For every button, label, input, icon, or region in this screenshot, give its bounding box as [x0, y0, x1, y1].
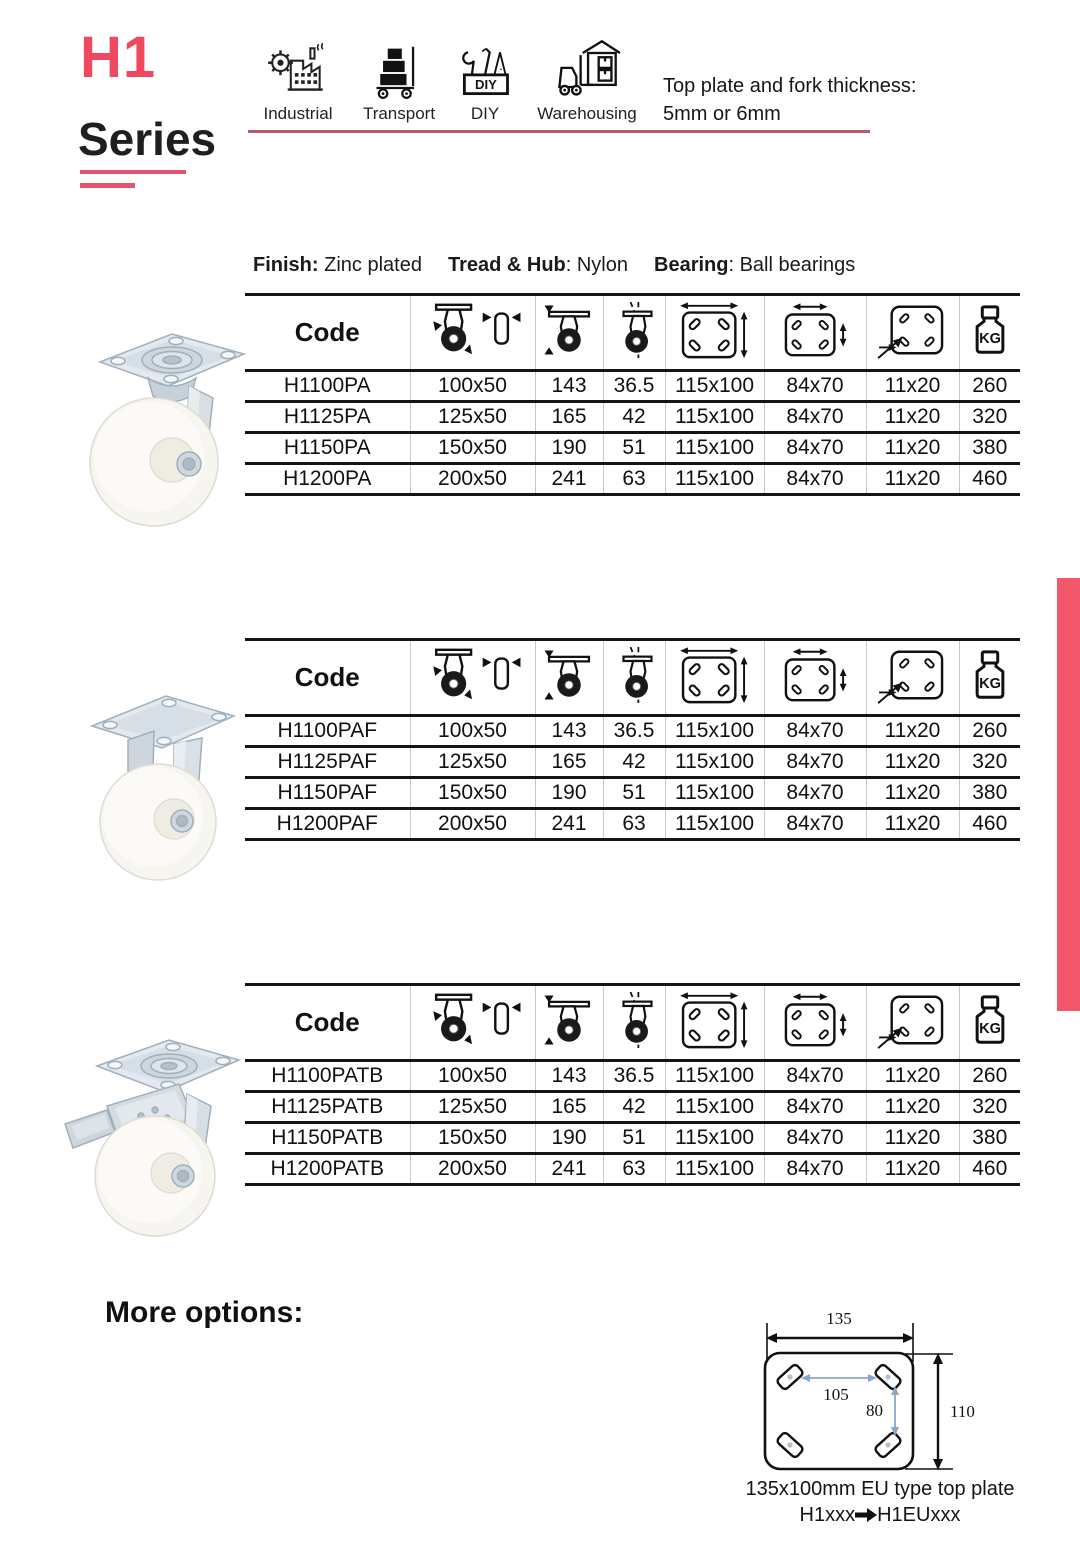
- plate-size-cell: 115x100: [665, 747, 764, 778]
- bolt-spacing-cell: 84x70: [764, 402, 866, 433]
- load-capacity-kg-icon: [966, 990, 1014, 1050]
- forklift-warehouse-icon: [552, 36, 622, 104]
- toolbox-icon: [455, 42, 515, 104]
- offset-cell: 36.5: [603, 716, 665, 747]
- application-transport: [360, 42, 438, 124]
- code-cell: H1200PA: [283, 467, 372, 490]
- wheel-size-cell: 200x50: [410, 1154, 535, 1185]
- wheel-diameter-width-icon: [421, 644, 525, 706]
- application-label: DIY: [470, 104, 500, 123]
- bolt-hole-cell: 11x20: [866, 716, 959, 747]
- height-cell: 190: [535, 1123, 603, 1154]
- eu-plate-code-mapping: [700, 1504, 1060, 1527]
- plate-size-cell: 115x100: [665, 1061, 764, 1092]
- application-label: Warehousing: [537, 104, 637, 123]
- capacity-cell: 320: [959, 747, 1020, 778]
- height-cell: 143: [535, 716, 603, 747]
- code-cell: H1125PAF: [277, 750, 378, 773]
- height-cell: 241: [535, 809, 603, 840]
- series-code: H1: [80, 25, 157, 90]
- table-row: [245, 747, 1020, 778]
- capacity-cell: 380: [959, 433, 1020, 464]
- code-cell: H1200PATB: [270, 1157, 385, 1180]
- bolt-hole-cell: 11x20: [866, 433, 959, 464]
- table-row: [245, 1092, 1020, 1123]
- mounting-height-icon: [540, 299, 598, 361]
- table-row: [245, 433, 1020, 464]
- eu-plate-caption: 135x100mm EU type top plate: [745, 1478, 1015, 1500]
- bolt-hole-spacing-icon: [778, 299, 852, 361]
- kg-icon-label: KG: [978, 330, 1001, 347]
- height-cell: 190: [535, 778, 603, 809]
- wheel-size-cell: 100x50: [410, 1061, 535, 1092]
- bolt-hole-size-icon: [876, 644, 950, 706]
- wheel-diameter-width-icon: [421, 299, 525, 361]
- load-capacity-kg-icon: [966, 300, 1014, 360]
- thickness-note-line1: Top plate and fork thickness:: [663, 75, 917, 97]
- wheel-size-cell: 100x50: [410, 371, 535, 402]
- bolt-hole-cell: 11x20: [866, 402, 959, 433]
- offset-cell: 51: [603, 778, 665, 809]
- offset-cell: 63: [603, 1154, 665, 1185]
- code-cell: H1100PATB: [271, 1064, 384, 1087]
- application-label: Industrial: [263, 104, 333, 123]
- bolt-spacing-cell: 84x70: [764, 809, 866, 840]
- capacity-cell: 380: [959, 1123, 1020, 1154]
- code-cell: H1150PATB: [271, 1126, 384, 1149]
- bolt-spacing-cell: 84x70: [764, 716, 866, 747]
- plate-size-cell: 115x100: [665, 1123, 764, 1154]
- dim-hole-spacing-y: 80: [866, 1401, 883, 1420]
- finish-value: Zinc plated: [324, 254, 422, 276]
- offset-cell: 51: [603, 433, 665, 464]
- table-row: [245, 716, 1020, 747]
- wheel-size-cell: 200x50: [410, 464, 535, 495]
- wheel-diameter-width-icon: [421, 989, 525, 1051]
- series-word: Series: [78, 113, 217, 165]
- eu-top-plate-diagram: [735, 1288, 1035, 1486]
- tread-value: : Nylon: [565, 254, 628, 276]
- application-label: Transport: [362, 104, 436, 123]
- plate-size-cell: 115x100: [665, 809, 764, 840]
- bolt-spacing-cell: 84x70: [764, 464, 866, 495]
- page-edge-accent-bar: [1057, 578, 1080, 1011]
- tread-label: Tread & Hub: [447, 254, 566, 276]
- height-cell: 165: [535, 747, 603, 778]
- table-row: [245, 778, 1020, 809]
- thickness-note-line2: 5mm or 6mm: [663, 103, 781, 125]
- plate-size-icon: [678, 989, 752, 1051]
- bolt-hole-cell: 11x20: [866, 371, 959, 402]
- bolt-spacing-cell: 84x70: [764, 433, 866, 464]
- capacity-cell: 460: [959, 809, 1020, 840]
- right-arrow-icon: [855, 1508, 877, 1522]
- factory-icon: [265, 38, 331, 104]
- code-cell: H1100PA: [283, 374, 371, 397]
- bolt-hole-cell: 11x20: [866, 1154, 959, 1185]
- capacity-cell: 260: [959, 371, 1020, 402]
- table-header-row: [245, 295, 1020, 371]
- plate-size-icon: [678, 299, 752, 361]
- table-row: [245, 402, 1020, 433]
- dim-hole-spacing-x: 105: [823, 1385, 849, 1404]
- bolt-hole-cell: 11x20: [866, 1061, 959, 1092]
- code-mapping-to: H1EUxxx: [877, 1504, 961, 1526]
- kg-icon-label: KG: [978, 675, 1001, 692]
- bearing-label: Bearing: [654, 254, 729, 276]
- plate-size-cell: 115x100: [665, 433, 764, 464]
- application-industrial: [258, 38, 338, 124]
- capacity-cell: 460: [959, 1154, 1020, 1185]
- application-warehousing: [535, 36, 639, 124]
- bolt-hole-cell: 11x20: [866, 1123, 959, 1154]
- capacity-cell: 320: [959, 402, 1020, 433]
- code-cell: H1125PA: [283, 405, 371, 428]
- wheel-size-cell: 150x50: [410, 1123, 535, 1154]
- bolt-spacing-cell: 84x70: [764, 1123, 866, 1154]
- code-column-header: Code: [294, 662, 360, 692]
- bolt-hole-spacing-icon: [778, 989, 852, 1051]
- plate-size-icon: [678, 644, 752, 706]
- spec-table-swivel: [245, 293, 1020, 496]
- bolt-spacing-cell: 84x70: [764, 747, 866, 778]
- spec-table-swivel-brake: [245, 983, 1020, 1186]
- offset-cell: 51: [603, 1123, 665, 1154]
- height-cell: 190: [535, 433, 603, 464]
- wheel-size-cell: 200x50: [410, 809, 535, 840]
- bolt-hole-spacing-icon: [778, 644, 852, 706]
- bolt-hole-size-icon: [876, 989, 950, 1051]
- bolt-hole-cell: 11x20: [866, 747, 959, 778]
- offset-cell: 42: [603, 402, 665, 433]
- plate-size-cell: 115x100: [665, 402, 764, 433]
- bolt-spacing-cell: 84x70: [764, 1061, 866, 1092]
- kg-icon-label: KG: [978, 1020, 1001, 1037]
- height-cell: 143: [535, 1061, 603, 1092]
- wheel-size-cell: 150x50: [410, 778, 535, 809]
- diy-box-text: DIY: [475, 76, 497, 92]
- offset-cell: 36.5: [603, 1061, 665, 1092]
- hand-truck-icon: [369, 42, 429, 104]
- mounting-height-icon: [540, 644, 598, 706]
- wheel-size-cell: 100x50: [410, 716, 535, 747]
- code-cell: H1150PA: [283, 436, 371, 459]
- offset-cell: 36.5: [603, 371, 665, 402]
- spec-table-fixed: [245, 638, 1020, 841]
- table-header-row: [245, 640, 1020, 716]
- code-cell: H1100PAF: [277, 719, 378, 742]
- bolt-spacing-cell: 84x70: [764, 1154, 866, 1185]
- header-rule: [248, 130, 870, 133]
- swivel-offset-icon: [606, 299, 662, 361]
- table-row: [245, 1123, 1020, 1154]
- capacity-cell: 260: [959, 716, 1020, 747]
- height-cell: 165: [535, 1092, 603, 1123]
- swivel-offset-icon: [606, 644, 662, 706]
- dim-plate-height: 110: [950, 1402, 975, 1421]
- bolt-spacing-cell: 84x70: [764, 371, 866, 402]
- height-cell: 241: [535, 1154, 603, 1185]
- plate-size-cell: 115x100: [665, 371, 764, 402]
- plate-size-cell: 115x100: [665, 716, 764, 747]
- offset-cell: 42: [603, 747, 665, 778]
- code-cell: H1150PAF: [277, 781, 378, 804]
- load-capacity-kg-icon: [966, 645, 1014, 705]
- table-row: [245, 1154, 1020, 1185]
- code-cell: H1200PAF: [276, 812, 378, 835]
- bearing-value: : Ball bearings: [728, 254, 856, 276]
- fixed-caster-photo: [70, 680, 250, 888]
- offset-cell: 63: [603, 464, 665, 495]
- wheel-size-cell: 125x50: [410, 1092, 535, 1123]
- application-diy: [452, 42, 518, 124]
- table-row: [245, 1061, 1020, 1092]
- height-cell: 241: [535, 464, 603, 495]
- bolt-hole-size-icon: [876, 299, 950, 361]
- capacity-cell: 320: [959, 1092, 1020, 1123]
- table-row: [245, 809, 1020, 840]
- capacity-cell: 460: [959, 464, 1020, 495]
- more-options-title: More options:: [105, 1296, 304, 1329]
- table-row: [245, 464, 1020, 495]
- code-mapping-from: H1xxx: [799, 1504, 856, 1526]
- wheel-size-cell: 125x50: [410, 402, 535, 433]
- table-row: [245, 371, 1020, 402]
- bolt-hole-cell: 11x20: [866, 1092, 959, 1123]
- bolt-hole-cell: 11x20: [866, 778, 959, 809]
- wheel-size-cell: 125x50: [410, 747, 535, 778]
- swivel-caster-photo: [72, 320, 257, 532]
- bolt-hole-cell: 11x20: [866, 464, 959, 495]
- swivel-offset-icon: [606, 989, 662, 1051]
- capacity-cell: 260: [959, 1061, 1020, 1092]
- offset-cell: 63: [603, 809, 665, 840]
- series-underline-long: [80, 170, 186, 174]
- height-cell: 143: [535, 371, 603, 402]
- bolt-hole-cell: 11x20: [866, 809, 959, 840]
- bolt-spacing-cell: 84x70: [764, 1092, 866, 1123]
- series-underline-short: [80, 183, 135, 188]
- table-header-row: [245, 985, 1020, 1061]
- mounting-height-icon: [540, 989, 598, 1051]
- bolt-spacing-cell: 84x70: [764, 778, 866, 809]
- dim-plate-width: 135: [826, 1309, 852, 1328]
- finish-label: Finish:: [253, 254, 319, 276]
- code-cell: H1125PATB: [271, 1095, 384, 1118]
- height-cell: 165: [535, 402, 603, 433]
- wheel-size-cell: 150x50: [410, 433, 535, 464]
- plate-size-cell: 115x100: [665, 1154, 764, 1185]
- plate-size-cell: 115x100: [665, 464, 764, 495]
- swivel-brake-caster-photo: [55, 1018, 257, 1243]
- plate-size-cell: 115x100: [665, 1092, 764, 1123]
- plate-size-cell: 115x100: [665, 778, 764, 809]
- code-column-header: Code: [294, 317, 360, 347]
- offset-cell: 42: [603, 1092, 665, 1123]
- capacity-cell: 380: [959, 778, 1020, 809]
- code-column-header: Code: [294, 1007, 360, 1037]
